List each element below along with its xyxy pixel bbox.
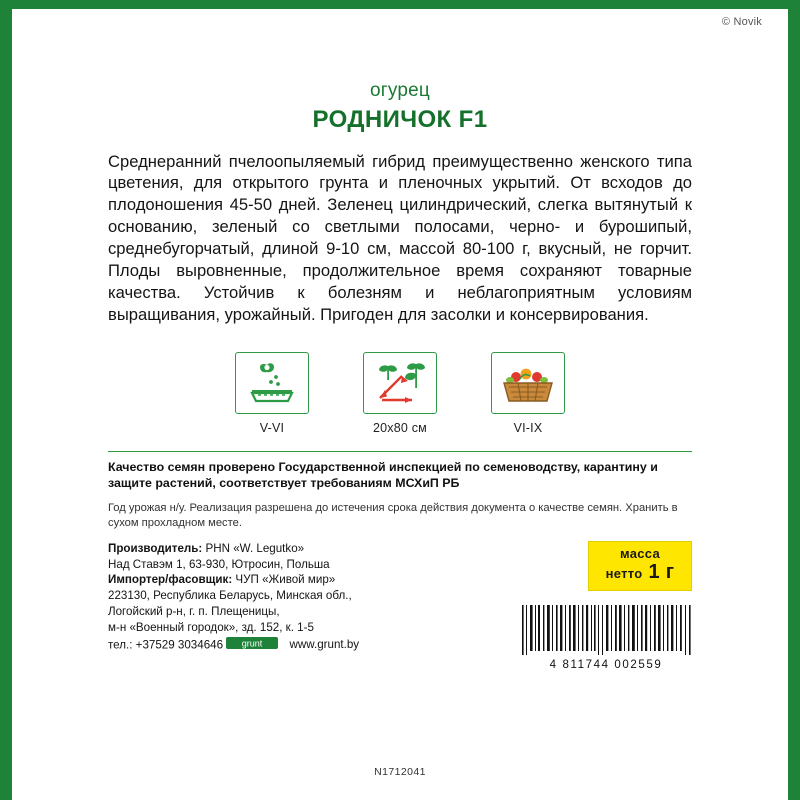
website-link[interactable]: www.grunt.by xyxy=(289,638,360,652)
importer-address-line-1: 223130, Республика Беларусь, Минская обл., xyxy=(108,589,352,603)
quality-note: Качество семян проверено Государственной инспекцией по семеноводству, карантину и защите растений, соответствует требованиям МСХиП РБ xyxy=(108,451,692,492)
spacing-icon xyxy=(372,360,428,406)
producer-address: Над Ставэм 1, 63-930, Ютросин, Польша xyxy=(108,557,330,571)
pictogram-spacing xyxy=(350,352,450,435)
pictogram-harvest xyxy=(478,352,578,435)
harvest-basket-icon-box xyxy=(491,352,565,414)
importer-label: Импортер/фасовщик: xyxy=(108,573,233,587)
sowing-icon-box xyxy=(235,352,309,414)
pictogram-spacing-label: 20x80 см xyxy=(373,420,427,435)
barcode-image xyxy=(520,603,692,657)
right-column xyxy=(502,541,692,671)
footer-row xyxy=(108,541,692,671)
phone-text: тел.: +37529 3034646 xyxy=(108,638,224,652)
importer-value: ЧУП «Живой мир» xyxy=(235,573,336,587)
weight-line-1: масса xyxy=(619,545,661,561)
barcode-digits: 4 811744 002559 xyxy=(549,658,663,671)
producer-label: Производитель: xyxy=(108,541,203,555)
pictogram-sowing xyxy=(222,352,322,435)
pictogram-row xyxy=(108,352,692,435)
importer-address-line-3: м-н «Военный городок», зд. 152, к. 1-5 xyxy=(108,621,314,635)
bottom-code: N1712041 xyxy=(374,766,426,778)
left-green-bar xyxy=(0,0,12,800)
harvest-basket-icon xyxy=(500,361,556,405)
producer-row xyxy=(108,541,468,557)
sowing-icon xyxy=(246,361,298,405)
copyright-text: © Novik xyxy=(721,16,762,28)
spacing-icon-box xyxy=(363,352,437,414)
pictogram-harvest-label: VI-IX xyxy=(513,420,543,435)
weight-line-2 xyxy=(599,561,681,583)
importer-row xyxy=(108,572,468,588)
producer-value: PHN «W. Legutko» xyxy=(205,541,305,555)
description-text xyxy=(108,151,692,326)
address-block xyxy=(108,541,468,655)
title-block xyxy=(108,80,692,135)
importer-address-line-2: Логойский р-н, г. п. Плещеницы, xyxy=(108,605,280,619)
description-paragraph: Среднеранний пчелоопыляемый гибрид преимущественно женского типа цветения, для открытого грунта и пленочных укрытий. От всходов до плодоношения 45-50 дней. Зеленец цилиндрический, слегка вытянутый к основанию, зеленый со светлыми полосами, черно- и бурошипый, среднебугорчатый, длиной 9-10 см, массой 80-100 г, вкусный, не горчит. Плоды выровненные, продолжительное время сохраняют товарные качества. Устойчив к болезням и неблагоприятным условиям выращивания, урожайный. Пригоден для засолки и консервирования. xyxy=(108,151,692,324)
top-green-bar xyxy=(12,0,788,9)
grunt-logo-icon xyxy=(226,636,278,655)
pictogram-sowing-label: V-VI xyxy=(259,420,285,435)
svg-text:grunt: grunt xyxy=(242,638,263,649)
packet-content xyxy=(108,80,692,671)
weight-label: нетто xyxy=(605,566,643,582)
variety-name: РОДНИЧОК F1 xyxy=(312,105,488,133)
right-green-bar xyxy=(788,0,800,800)
barcode-block xyxy=(520,603,692,671)
legal-note: Год урожая н/у. Реализация разрешена до истечения срока действия документа о качестве семян. Хранить в сухом прохладном месте. xyxy=(108,501,678,529)
contact-row xyxy=(108,636,468,655)
crop-name: огурец xyxy=(370,80,430,101)
weight-value: 1 г xyxy=(648,561,675,584)
net-weight-badge xyxy=(588,541,692,591)
